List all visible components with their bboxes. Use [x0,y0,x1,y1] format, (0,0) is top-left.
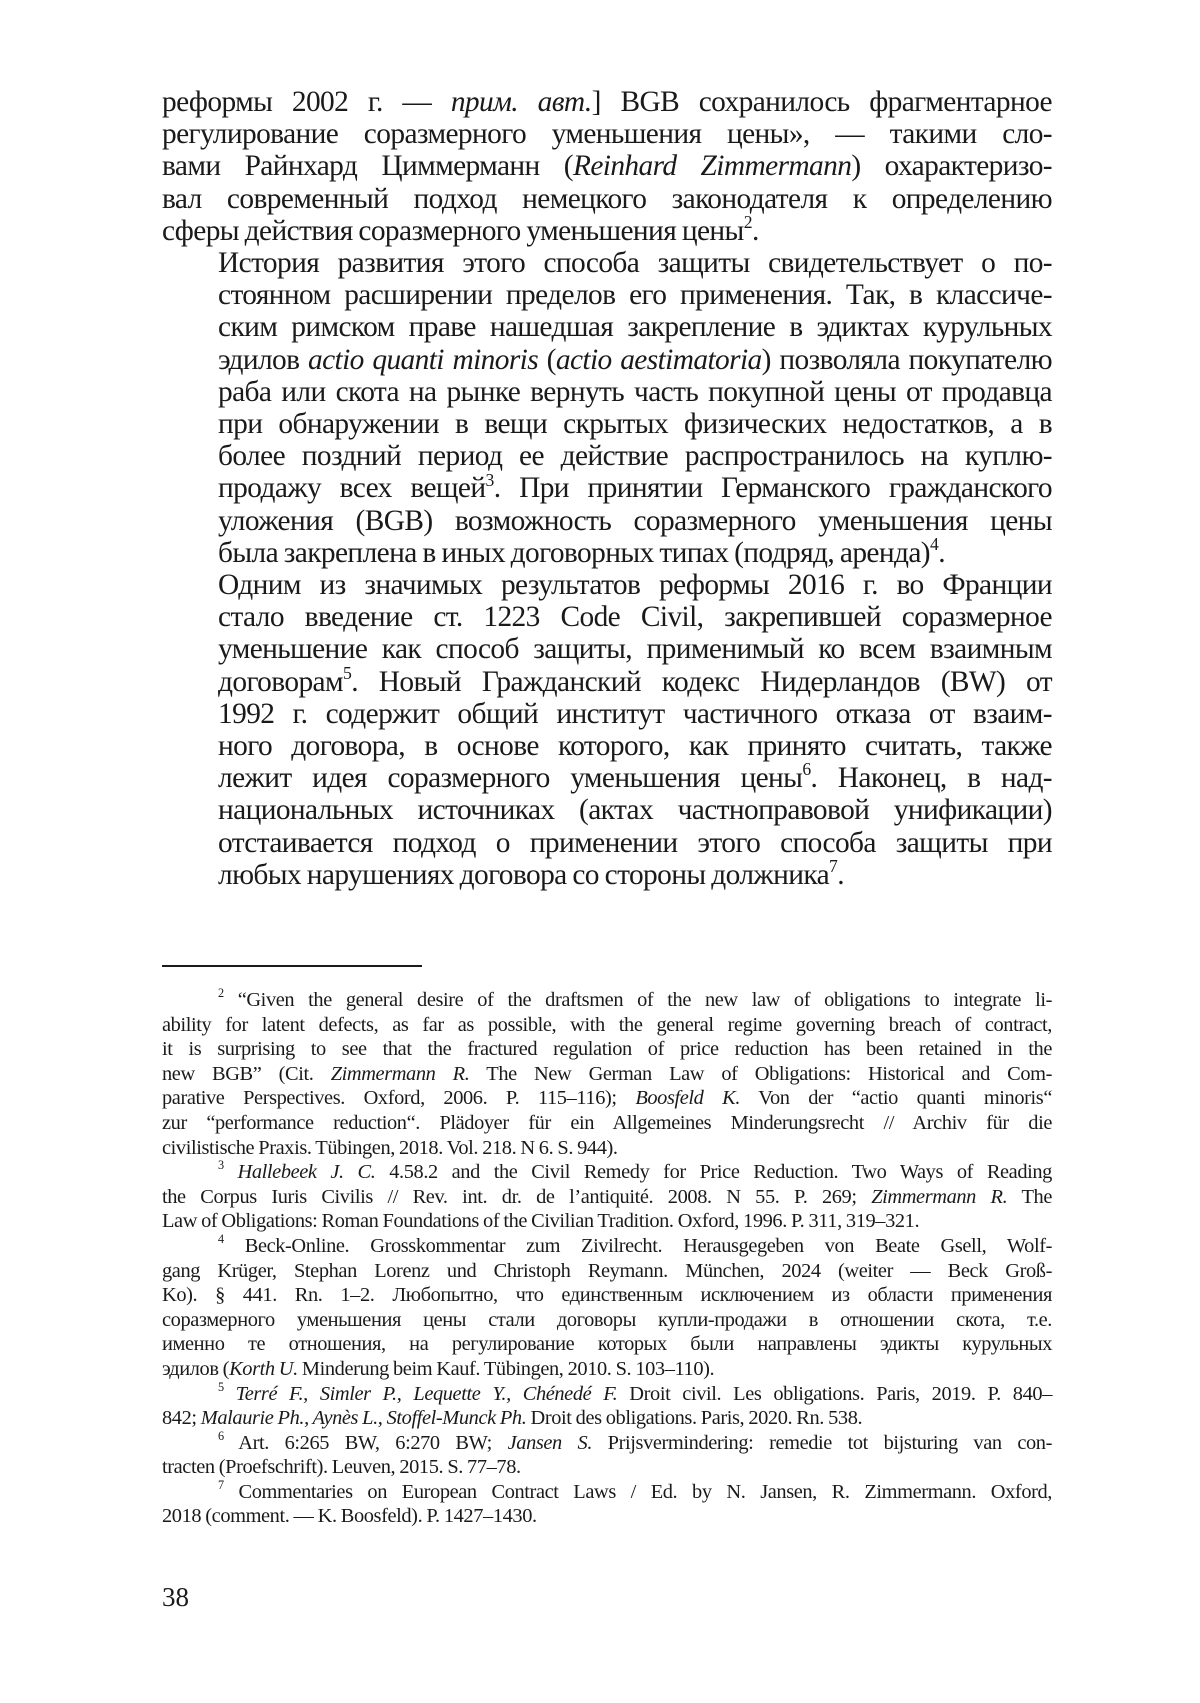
text-line: 2018 (comment. — K. Boosfeld). P. 1427–1430. [162,1505,537,1528]
text-line: эдилов (Korth U. Minderung beim Kauf. Tübingen, 2010. S. 103–110). [162,1357,715,1380]
text-line: 1992 г. содержит общий институт частичного отказа от взаим- [218,697,1052,730]
text-line: ability for latent defects, as far as possible, with the general regime governing breach of contract, [162,1013,1052,1036]
text-line: сферы действия соразмерного уменьшения цены$^2$. [162,212,759,247]
text-line: более поздний период ее действие распространилось на куплю- [218,440,1052,473]
paragraph-1 [162,86,1052,247]
author-name: Zimmermann R. [330,1062,470,1085]
text-line: tracten (Proefschrift). Leuven, 2015. S. 77–78. [162,1456,521,1479]
text-line: $^7$ Commentaries on European Contract Laws / Ed. by N. Jansen, R. Zimmermann. Oxford, [218,1478,1052,1503]
italic-term: actio aestimatoria [555,343,762,376]
italic-name: Reinhard Zimmermann [572,150,852,183]
footnote-ref-5[interactable]: 5 [342,662,352,683]
author-name: Boosfeld K. [635,1087,741,1110]
text-line: new BGB” (Cit. Zimmermann R. The New German Law of Obligations: Historical and Com- [162,1062,1052,1085]
text-line: ного договора, в основе которого, как принято считать, также [218,730,1052,763]
text-line: civilistische Praxis. Tübingen, 2018. Vol. 218. N 6. S. 944). [162,1136,618,1159]
footnote-5 [162,1379,1052,1431]
text-line: продажу всех вещей$^3$. При принятии Германского гражданского [218,469,1052,505]
footnote-number: 7 [218,1478,224,1493]
footnote-ref-4[interactable]: 4 [930,534,939,555]
paragraph-3 [162,569,1052,891]
text-line: стало введение ст. 1223 Code Civil, закрепившей соразмерное [218,601,1052,634]
text-line: была закреплена в иных договорных типах (подряд, аренда)$^4$. [218,534,945,569]
text-line: Law of Obligations: Roman Foundations of the Civilian Tradition. Oxford, 1996. P. 311, 319–321. [162,1210,920,1233]
author-name: Jansen S. [507,1431,593,1454]
text-line: эдилов actio quanti minoris (actio aestimatoria) позволяла покупателю [218,343,1052,376]
text-line: 842; Malaurie Ph., Aynès L., Stoffel-Munck Ph. Droit des obligations. Paris, 2020. Rn. 538. [162,1407,863,1430]
text-line: вами Райнхард Циммерманн (Reinhard Zimmermann) охарактеризо- [162,150,1052,183]
text-line: уменьшение как способ защиты, применимый ко всем взаимным [218,633,1052,666]
text-line: договорам$^5$. Новый Гражданский кодекс Нидерландов (BW) от [218,662,1052,698]
text-line: ским римском праве нашедшая закрепление в эдиктах курульных [218,311,1052,344]
footnote-separator [162,965,422,967]
footnote-6 [162,1428,1052,1480]
text-line: реформы 2002 г. — прим. авт.] BGB сохранилось фрагментарное [162,86,1052,118]
text-line: Ko). § 441. Rn. 1–2. Любопытно, что единственным исключением из области применения [162,1284,1052,1307]
text-line: отстаивается подход о применении этого способа защиты при [218,826,1052,859]
footnote-number: 2 [218,986,224,1001]
text-line: лежит идея соразмерного уменьшения цены$^6$. Наконец, в над- [218,759,1052,795]
footnote-4 [162,1234,1052,1382]
text-line: Одним из значимых результатов реформы 2016 г. во Франции [218,569,1052,602]
text-line: национальных источниках (актах частноправовой унификации) [218,794,1052,827]
italic-note: прим. авт. [450,86,592,118]
footnote-2 [162,988,1052,1160]
footnote-number: 5 [218,1379,224,1394]
text-line: $^4$ Beck-Online. Grosskommentar zum Zivilrecht. Herausgegeben von Beate Gsell, Wolf- [218,1232,1052,1257]
footnotes [162,988,1052,1529]
paragraph-2 [162,247,1052,569]
author-name: Korth U. [229,1357,298,1380]
footnote-number: 4 [218,1232,224,1247]
footnote-number: 6 [218,1428,224,1443]
text-line: регулирование соразмерного уменьшения цены», — такими сло- [162,118,1052,151]
text-line: $^2$ “Given the general desire of the draftsmen of the new law of obligations to integrate li- [218,986,1052,1011]
footnote-ref-6[interactable]: 6 [802,759,811,780]
text-line: $^6$ Art. 6:265 BW, 6:270 BW; Jansen S. Prijsvermindering: remedie tot bijsturing van con- [218,1428,1052,1454]
footnote-7 [162,1480,1052,1529]
text-line: уложения (BGB) возможность соразмерного уменьшения цены [218,504,1052,537]
footnote-ref-7[interactable]: 7 [829,856,838,877]
author-name: Zimmermann R. [871,1185,1008,1208]
text-line: раба или скота на рынке вернуть часть покупной цены от продавца [218,375,1052,408]
text-line: the Corpus Iuris Civilis // Rev. int. dr. de l’antiquité. 2008. N 55. P. 269; Zimmermann R. The [162,1185,1053,1208]
text-line: именно те отношения, на регулирование которых были направлены эдикты курульных [162,1333,1052,1356]
text-line: zur “performance reduction“. Plädoyer für ein Allgemeines Minderungsrecht // Archiv für die [162,1111,1052,1134]
text-line: it is surprising to see that the fractured regulation of price reduction has been retained in the [162,1038,1052,1061]
author-name: Malaurie Ph., Aynès L., Stoffel-Munck Ph. [200,1407,527,1430]
author-name: Terré F., Simler P., Lequette Y., Chénedé F. [235,1382,618,1405]
text-line: parative Perspectives. Oxford, 2006. P. 115–116); Boosfeld K. Von der “actio quanti minoris“ [162,1087,1052,1110]
footnote-3 [162,1160,1052,1234]
text-line: соразмерного уменьшения цены стали договоры купли-продажи в отношении скота, т.е. [162,1308,1052,1331]
footnote-ref-2[interactable]: 2 [743,212,752,233]
italic-term: actio quanti minoris [308,343,539,376]
main-text [162,86,1052,891]
text-line: при обнаружении в вещи скрытых физических недостатков, а в [218,408,1052,441]
footnote-number: 3 [218,1158,224,1173]
text-line: История развития этого способа защиты свидетельствует о по- [218,247,1052,280]
text-line: вал современный подход немецкого законодателя к определению [162,182,1052,215]
text-line: $^5$ Terré F., Simler P., Lequette Y., Chénedé F. Droit civil. Les obligations. Paris, 2019. P. 840– [218,1379,1052,1405]
text-line: любых нарушениях договора со стороны должника$^7$. [218,856,845,891]
text-line: gang Krüger, Stephan Lorenz und Christoph Reymann. München, 2024 (weiter — Beck Groß- [162,1259,1052,1282]
author-name: Hallebeek J. C. [237,1161,376,1184]
footnote-ref-3[interactable]: 3 [485,469,494,490]
text-line: $^3$ Hallebeek J. C. 4.58.2 and the Civil Remedy for Price Reduction. Two Ways of Reading [218,1158,1052,1184]
page-number: 38 [162,1582,189,1612]
text-line: стоянном расширении пределов его применения. Так, в классиче- [218,279,1052,312]
